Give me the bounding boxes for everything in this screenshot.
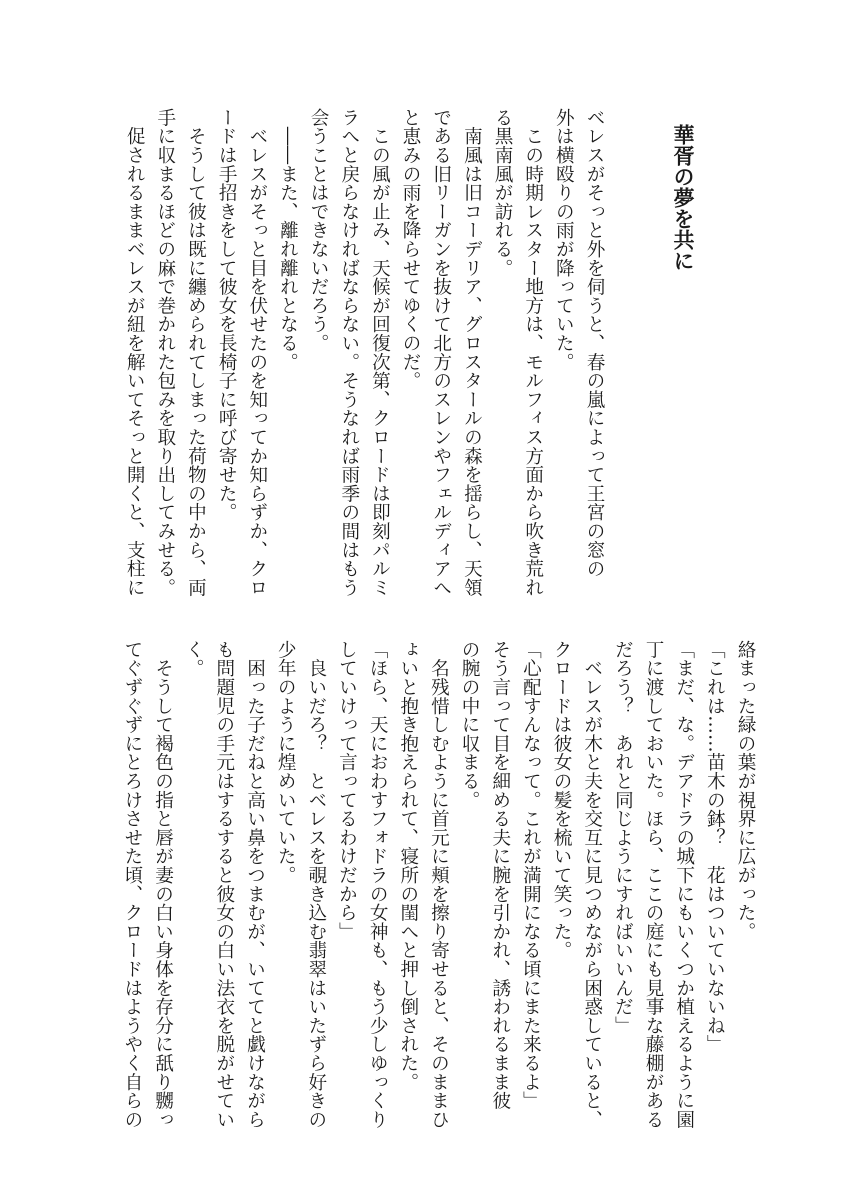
text-line: だろう？ あれと同じようにすればいいんだ」 (612, 640, 634, 1035)
text-line: 絡まった緑の葉が視界に広がった。 (735, 640, 756, 941)
text-line: 会うことはできないだろう。 (308, 108, 330, 353)
text-line: と恵みの雨を降らせてゆくのだ。 (400, 108, 422, 390)
text-line: である旧リーガンを抜けて北方のスレンやフェルディアへ (430, 108, 452, 597)
text-line: 「これは……苗木の鉢？ 花はついていないね」 (704, 640, 726, 1054)
text-line: していけって言ってるわけだから」 (336, 640, 358, 941)
text-line: も問題児の手元はするすると彼女の白い法衣を脱がせてい (213, 640, 235, 1129)
text-line: ベレスがそっと目を伏せたのを知ってか知らずか、クロ (246, 108, 268, 597)
text-line: ードは手招きをして彼女を長椅子に呼び寄せた。 (216, 108, 238, 522)
text-line: 「まだ、な。デアドラの城下にもいくつか植えるように園 (673, 640, 695, 1129)
text-line: そう言って目を細める夫に腕を引かれ、誘われるまま彼 (489, 640, 511, 1110)
text-line: 名残惜しむように首元に頬を擦り寄せると、そのままひ (428, 640, 450, 1129)
text-line: そうして彼は既に纏められてしまった荷物の中から、両 (185, 108, 207, 597)
text-line: ベレスが木と夫を交互に見つめながら困惑していると、 (581, 640, 603, 1129)
story-title: 華胥の夢を共に (671, 124, 696, 271)
text-line: 「ほら、天におわすフォドラの女神も、もう少しゆっくり (367, 640, 389, 1129)
text-line: く。 (183, 640, 205, 678)
text-line: てぐずぐずにとろけさせた頃、クロードはようやく自らの (121, 640, 143, 1129)
text-line: る黒南風が訪れる。 (492, 108, 514, 278)
text-line: ベレスがそっと外を伺うと、春の嵐によって王宮の窓の (584, 108, 605, 578)
text-line: ラへと戻らなければならない。そうなれば雨季の間はもう (338, 108, 360, 597)
text-line: クロードは彼女の髪を梳いて笑った。 (551, 640, 573, 960)
text-line: ――また、離れ離れとなる。 (277, 108, 299, 372)
text-line: 困った子だねと高い鼻をつまむが、いててと戯けながら (244, 640, 266, 1129)
text-line: ょいと抱き抱えられて、寝所の閨へと押し倒された。 (397, 640, 419, 1092)
text-line: 丁に渡しておいた。ほら、ここの庭にも見事な藤棚がある (643, 640, 665, 1129)
text-block-top (119, 108, 610, 597)
text-line: この時期レスター地方は、モルフィス方面から吹き荒れ (522, 108, 544, 597)
text-line: 「心配すんなって。これが満開になる頃にまた来るよ」 (520, 640, 542, 1110)
text-line: の腕の中に収まる。 (459, 640, 481, 810)
text-line: 外は横殴りの雨が降っていた。 (553, 108, 575, 372)
text-line: そうして褐色の指と唇が妻の白い身体を存分に舐り嬲っ (152, 640, 174, 1129)
text-block-bottom (116, 640, 760, 1129)
text-line: 促されるままベレスが紐を解いてそっと開くと、支柱に (124, 108, 146, 597)
text-line: 少年のように煌めいていた。 (275, 640, 297, 885)
text-line: この風が止み、天候が回復次第、クロードは即刻パルミ (369, 108, 391, 597)
text-line: 南風は旧コーデリア、グロスタールの森を揺らし、天領 (461, 108, 483, 597)
text-line: 手に収まるほどの麻で巻かれた包みを取り出してみせる。 (154, 108, 176, 597)
text-line: 良いだろ？ とベレスを覗き込む翡翠はいたずら好きの (305, 640, 327, 1129)
